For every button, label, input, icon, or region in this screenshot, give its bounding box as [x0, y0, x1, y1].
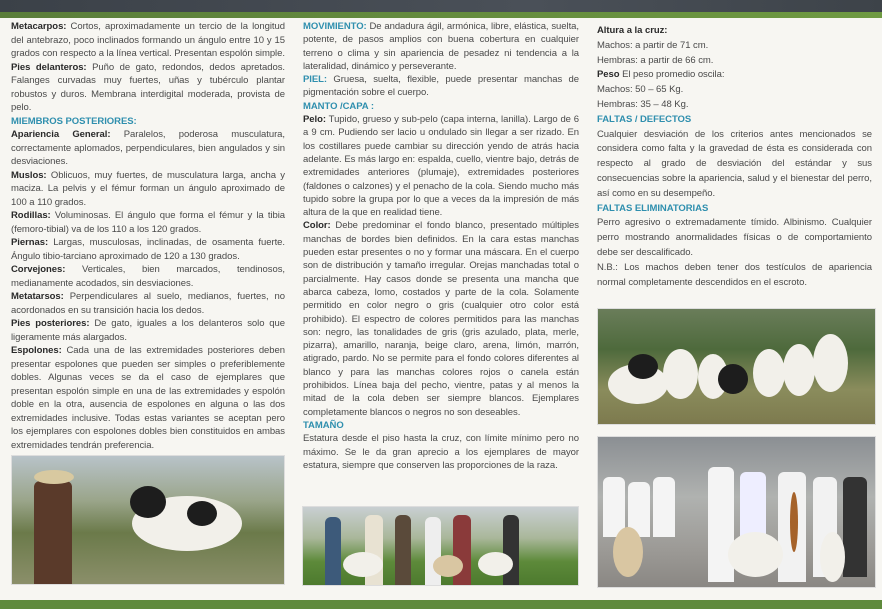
puppy-shape [783, 344, 815, 396]
dog-shape [343, 552, 383, 577]
dog-shape [820, 532, 845, 582]
movimiento-paragraph: MOVIMIENTO: De andadura ágil, armónica, libre, elástica, suelta, potente, de pasos amplios con buena cobertura en cualquier terreno o clima y sin apariencia de pesadez ni tendencia a la lateralidad, dinámico y perseverante. [303, 21, 579, 72]
peso-line: Peso El peso promedio oscila: [597, 69, 725, 81]
photo-woman-with-dog [11, 455, 285, 585]
altura-label: Altura a la cruz: [597, 25, 668, 36]
dog-patch-shape [187, 501, 217, 526]
dog-shape [433, 555, 463, 577]
header-green-strip [0, 12, 882, 18]
apariencia-paragraph: Apariencia General: Paralelos, poderosa musculatura, correctamente aplomados, perpendiculares, bien angulados y sin desviaciones. [11, 129, 285, 167]
puppy-shape [663, 349, 698, 399]
photo-puppies [597, 308, 876, 425]
header-bar [0, 0, 882, 12]
column-2 [303, 20, 579, 472]
tamano-heading: TAMAÑO [303, 419, 344, 431]
dog-shape [728, 532, 783, 577]
altura-machos: Machos: a partir de 71 cm. [597, 39, 709, 51]
puppy-shape [628, 354, 658, 379]
column-1 [11, 20, 285, 452]
tamano-paragraph: Estatura desde el piso hasta la cruz, con límite mínimo pero no máximo. Se le da gran aprecio a los ejemplares de mayor estatura, siempre que conserven las proporciones de la raza. [303, 433, 579, 471]
corvejones-paragraph: Corvejones: Verticales, bien marcados, tendinosos, medianamente acodados, sin desviaciones. [11, 264, 285, 289]
pelo-paragraph: Pelo: Tupido, grueso y sub-pelo (capa interna, lanilla). Largo de 6 a 9 cm. Pudiendo ser lacio u ondulado sin llegar a ser rizado. En los costillares puede cambiar su dirección yendo de atrás hacia adelante. Es más largo en: espalda, cuello, vientre bajo, detrás de extremidades anteriores (plumaje), extremidades posteriores (faldones o calzones) y el penacho de la cola. Siendo mucho más tupido sobre la grupa por lo que a veces da la impresión de más altura de la que en realidad tiene. [303, 114, 579, 219]
person-figure [34, 481, 72, 585]
puppy-shape [753, 349, 785, 397]
puppy-shape [718, 364, 748, 394]
eliminatorias-paragraph: Perro agresivo o extremadamente tímido. Albinismo. Cualquier perro mostrando anormalidades físicas o de comportamiento debe ser descalificado. [597, 217, 872, 258]
dog-head-shape [130, 486, 166, 518]
peso-machos: Machos: 50 – 65 Kg. [597, 84, 684, 96]
peso-hembras: Hembras: 35 – 48 Kg. [597, 98, 689, 110]
person-figure [843, 477, 867, 577]
column-3 [597, 24, 872, 290]
person-figure [653, 477, 675, 537]
color-paragraph: Color: Debe predominar el fondo blanco, presentado múltiples manchas de bordes bien definidos. En la cara estas manchas pueden estar presentes o no y formar una máscara. En el cuerpo son de distribución y tamaño irregular. Orejas manchadas total o parcialmente. Hay casos donde se presenta una mancha que abarca cabeza, lomo, costados y parte de la cola. Solamente permitido en color negro o gris (cualquier otro color está prohibido). El espectro de colores permitidos para las manchas son: negro, las tonalidades de gris (gris azulado, plata, merle, pizarra), amarillo, naranja, beige claro, arena, limón, marrón, atigrado, pardo. No se permite para el fondo colores diferentes al blanco y para las manchas colores rojos o canela están prohibidos. Línea baja del pecho, vientre, patas y al menos la mitad de la cola deben ser siempre blancos. Ejemplares completamente blancos o negros no son deseables. [303, 220, 579, 418]
manto-heading: MANTO /CAPA : [303, 100, 374, 112]
person-figure [503, 515, 519, 586]
piernas-paragraph: Piernas: Largas, musculosas, inclinadas, de osamenta fuerte. Ángulo tibio-tarciano aproximado de 120 a 130 grados. [11, 237, 285, 262]
metacarpos-paragraph: Metacarpos: Cortos, aproximadamente un tercio de la longitud del antebrazo, poco inclinados formando un ángulo entre 10 y 15 grados con respecto a la línea vertical. Presentan espolón simple. [11, 21, 285, 59]
person-figure [395, 515, 411, 586]
puppy-shape [813, 334, 848, 392]
person-figure [425, 517, 441, 586]
person-figure [740, 472, 766, 537]
faltas-eliminatorias-heading: FALTAS ELIMINATORIAS [597, 202, 709, 214]
photo-dog-show-group [597, 436, 876, 588]
pies-posteriores-paragraph: Pies posteriores: De gato, iguales a los delanteros solo que ligeramente más alargados. [11, 318, 285, 343]
faltas-heading: FALTAS / DEFECTOS [597, 113, 692, 125]
dog-shape [478, 552, 513, 576]
person-figure [325, 517, 341, 586]
rodillas-paragraph: Rodillas: Voluminosas. El ángulo que forma el fémur y la tibia (femoro-tibial) va de los 110 a los 120 grados. [11, 210, 285, 235]
metatarsos-paragraph: Metatarsos: Perpendiculares al suelo, medianos, fuertes, no acordonados en su transición hacia los dedos. [11, 291, 285, 316]
footer-green-strip [0, 600, 882, 609]
altura-hembras: Hembras: a partir de 66 cm. [597, 54, 714, 66]
photo-group-with-dogs [302, 506, 579, 586]
nb-paragraph: N.B.: Los machos deben tener dos testículos de apariencia normal completamente descendidos en el escroto. [597, 261, 872, 288]
muslos-paragraph: Muslos: Oblicuos, muy fuertes, de musculatura larga, ancha y maciza. La pelvis y el fémur forman un ángulo aproximado de 100 a 110 grados. [11, 169, 285, 208]
miembros-posteriores-heading: MIEMBROS POSTERIORES: [11, 115, 137, 127]
faltas-paragraph: Cualquier desviación de los criterios antes mencionados se considera como falta y la gravedad de ésta es considerada con respecto al grado de desviación del estándar y sus consecuencias sobre la apariencia, salud y el bienestar del perro, así como en su desempeño. [597, 128, 872, 199]
hat-shape [34, 470, 74, 484]
piel-paragraph: PIEL: Gruesa, suelta, flexible, puede presentar manchas de pigmentación sobre el cuerpo. [303, 74, 579, 99]
ribbon-shape [790, 492, 798, 552]
pies-delanteros-paragraph: Pies delanteros: Puño de gato, redondos, dedos apretados. Falanges curvadas muy fuertes, uñas y tubérculo plantar robustos y duros. Membrana interdigital moderada, provista de pelo. [11, 61, 285, 113]
dog-shape [613, 527, 643, 577]
espolones-paragraph: Espolones: Cada una de las extremidades posteriores deben presentar espolones que pueden ser simples o preferiblemente dobles. Algunas veces se da el caso de ejemplares que presentan espolón simple en una de las extremidades y espolón doble en la otra, ausencia de espolones en alguna o las dos extremidades inclusive. Todas estas variantes se aceptan pero los ejemplares con espolones dobles bien constituidos en ambas extremidades tendrán preferencia. [11, 345, 285, 451]
